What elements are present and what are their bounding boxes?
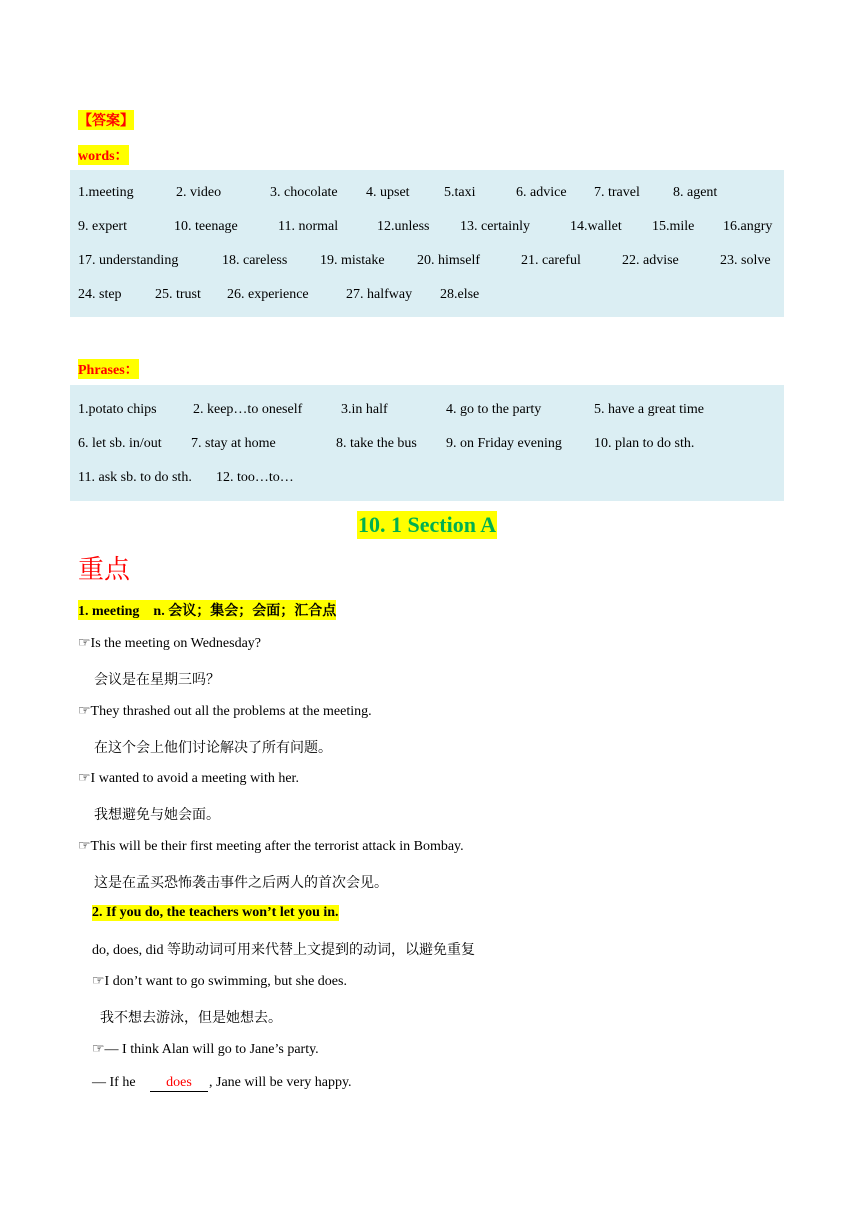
word-item: 6. advice [516, 185, 567, 200]
phrase-item: 12. too…to… [216, 470, 294, 485]
example-en: ☞I don’t want to go swimming, but she does. [92, 974, 347, 989]
example-en: ☞This will be their first meeting after the terrorist attack in Bombay. [78, 839, 464, 854]
word-item: 13. certainly [460, 219, 530, 234]
word-item: 21. careful [521, 253, 581, 268]
word-item: 16.angry [723, 219, 773, 234]
answer-tag: 【答案】 [78, 110, 134, 130]
example-zh: 这是在孟买恐怖袭击事件之后两人的首次会见。 [94, 876, 388, 891]
word-item: 10. teenage [174, 219, 238, 234]
word-item: 24. step [78, 287, 122, 302]
dialog-line-2-suffix: , Jane will be very happy. [209, 1075, 352, 1090]
phrase-item: 11. ask sb. to do sth. [78, 470, 192, 485]
key-heading: 重点 [78, 555, 131, 584]
word-item: 14.wallet [570, 219, 622, 234]
word-item: 5.taxi [444, 185, 476, 200]
section-title: 10. 1 Section A [358, 512, 497, 537]
point-2-heading: 2. If you do, the teachers won’t let you in. [92, 905, 339, 920]
phrase-item: 2. keep…to oneself [193, 402, 303, 417]
example-zh: 我想避免与她会面。 [94, 808, 220, 823]
word-item: 7. travel [594, 185, 640, 200]
word-item: 18. careless [222, 253, 288, 268]
word-item: 25. trust [155, 287, 201, 302]
phrase-item: 5. have a great time [594, 402, 705, 417]
phrase-item: 4. go to the party [446, 402, 542, 417]
phrase-item: 1.potato chips [78, 402, 157, 417]
example-en: ☞They thrashed out all the problems at the meeting. [78, 704, 372, 719]
example-zh: 在这个会上他们讨论解决了所有问题。 [94, 741, 332, 756]
example-zh: 我不想去游泳，但是她想去。 [100, 1011, 282, 1026]
example-en: ☞I wanted to avoid a meeting with her. [78, 771, 299, 786]
example-en: ☞Is the meeting on Wednesday? [78, 636, 262, 651]
word-item: 15.mile [652, 219, 695, 234]
word-item: 26. experience [227, 287, 309, 302]
word-item: 8. agent [673, 185, 718, 200]
word-item: 23. solve [720, 253, 771, 268]
word-item: 11. normal [278, 219, 339, 234]
word-item: 1.meeting [78, 185, 134, 200]
example-zh: 会议是在星期三吗？ [94, 673, 220, 688]
phrase-item: 3.in half [341, 402, 388, 417]
word-item: 22. advise [622, 253, 679, 268]
word-item: 27. halfway [346, 287, 413, 302]
word-item: 12.unless [377, 219, 430, 234]
dialog-line-1: ☞— I think Alan will go to Jane’s party. [92, 1042, 319, 1057]
dialog-line-2-prefix: — If he [92, 1075, 136, 1090]
words-label: words： [78, 145, 129, 165]
phrase-item: 10. plan to do sth. [594, 436, 695, 451]
dialog-answer-blank: does [150, 1075, 208, 1091]
word-item: 3. chocolate [270, 185, 338, 200]
point-2-note: do, does, did 等助动词可用来代替上文提到的动词，以避免重复 [92, 943, 476, 958]
words-box [70, 170, 784, 317]
phrase-item: 7. stay at home [191, 436, 276, 451]
phrase-item: 8. take the bus [336, 436, 417, 451]
word-item: 2. video [176, 185, 222, 200]
word-item: 20. himself [417, 253, 480, 268]
word-item: 9. expert [78, 219, 127, 234]
phrase-item: 9. on Friday evening [446, 436, 562, 451]
phrases-box [70, 385, 784, 501]
phrase-item: 6. let sb. in/out [78, 436, 162, 451]
word-item: 19. mistake [320, 253, 385, 268]
point-1-heading: 1. meeting n. 会议；集会；会面；汇合点 [78, 600, 336, 620]
word-item: 4. upset [366, 185, 410, 200]
phrases-label: Phrases： [78, 359, 139, 379]
word-item: 28.else [440, 287, 480, 302]
word-item: 17. understanding [78, 253, 179, 268]
